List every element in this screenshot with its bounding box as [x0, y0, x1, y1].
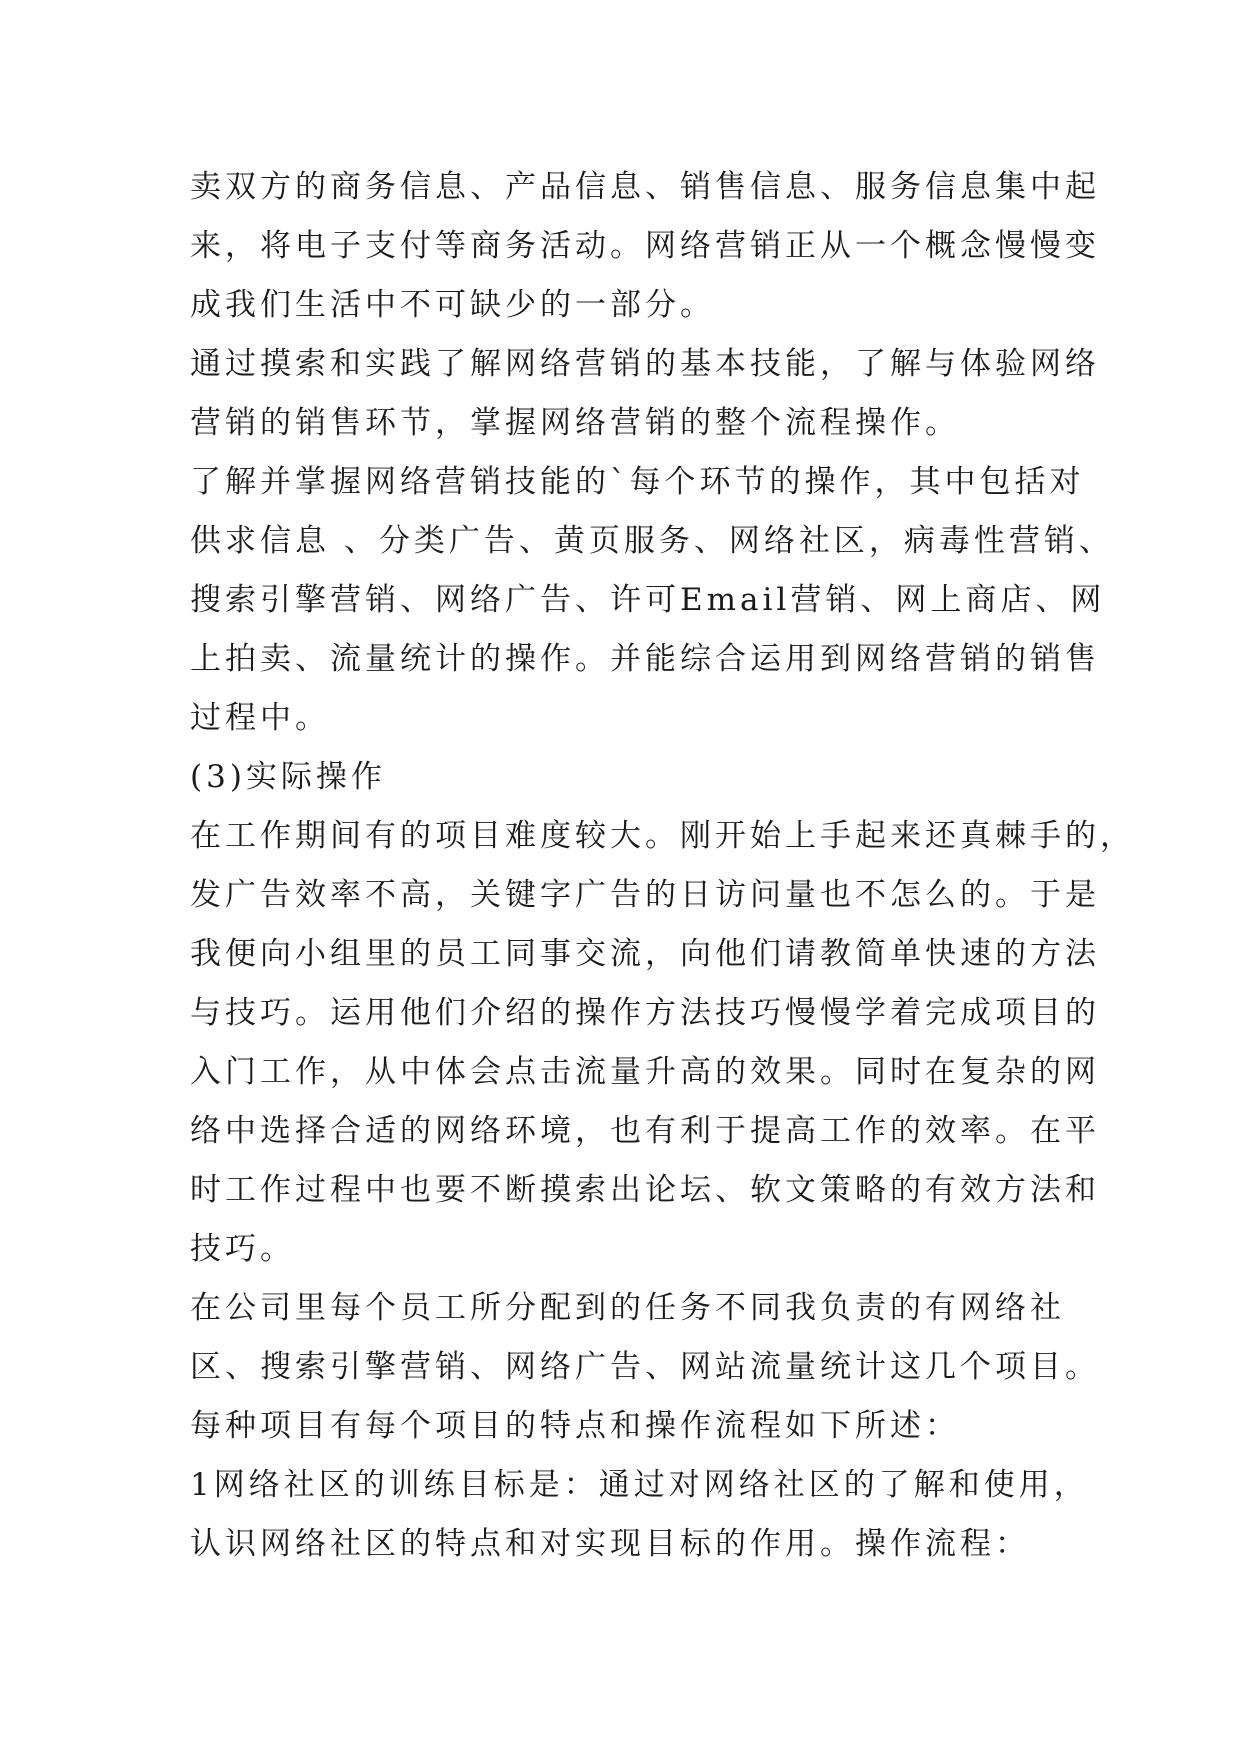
text-line: 通过摸索和实践了解网络营销的基本技能，了解与体验网络: [190, 346, 1100, 382]
text-line: 入门工作，从中体会点击流量升高的效果。同时在复杂的网: [190, 1054, 1100, 1090]
text-line: 供求信息 、分类广告、黄页服务、网络社区，病毒性营销、: [190, 523, 1114, 559]
text-line: 认识网络社区的特点和对实现目标的作用。操作流程：: [190, 1526, 1030, 1562]
text-line: 在工作期间有的项目难度较大。刚开始上手起来还真棘手的，: [190, 818, 1135, 854]
text-line: 络中选择合适的网络环境，也有利于提高工作的效率。在平: [190, 1113, 1100, 1149]
text-line: 1网络社区的训练目标是：通过对网络社区的了解和使用，: [190, 1467, 1089, 1503]
text-line: 来，将电子支付等商务活动。网络营销正从一个概念慢慢变: [190, 228, 1100, 264]
document-body: [190, 158, 1135, 1574]
text-line: 了解并掌握网络营销技能的`每个环节的操作，其中包括对: [190, 464, 1085, 500]
section-heading: (3)实际操作: [190, 759, 386, 795]
text-line: 我便向小组里的员工同事交流，向他们请教简单快速的方法: [190, 936, 1100, 972]
text-line: 搜索引擎营销、网络广告、许可Email营销、网上商店、网: [190, 582, 1106, 618]
text-line: 卖双方的商务信息、产品信息、销售信息、服务信息集中起: [190, 169, 1100, 205]
text-line: 成我们生活中不可缺少的一部分。: [190, 287, 715, 323]
text-line: 营销的销售环节，掌握网络营销的整个流程操作。: [190, 405, 960, 441]
text-line: 与技巧。运用他们介绍的操作方法技巧慢慢学着完成项目的: [190, 995, 1100, 1031]
text-line: 时工作过程中也要不断摸索出论坛、软文策略的有效方法和: [190, 1172, 1100, 1208]
text-line: 每种项目有每个项目的特点和操作流程如下所述：: [190, 1408, 960, 1444]
text-line: 过程中。: [190, 700, 330, 736]
text-line: 区、搜索引擎营销、网络广告、网站流量统计这几个项目。: [190, 1349, 1100, 1385]
text-line: 在公司里每个员工所分配到的任务不同我负责的有网络社: [190, 1290, 1065, 1326]
text-line: 发广告效率不高，关键字广告的日访问量也不怎么的。于是: [190, 877, 1100, 913]
text-line: 上拍卖、流量统计的操作。并能综合运用到网络营销的销售: [190, 641, 1100, 677]
text-line: 技巧。: [190, 1231, 295, 1267]
